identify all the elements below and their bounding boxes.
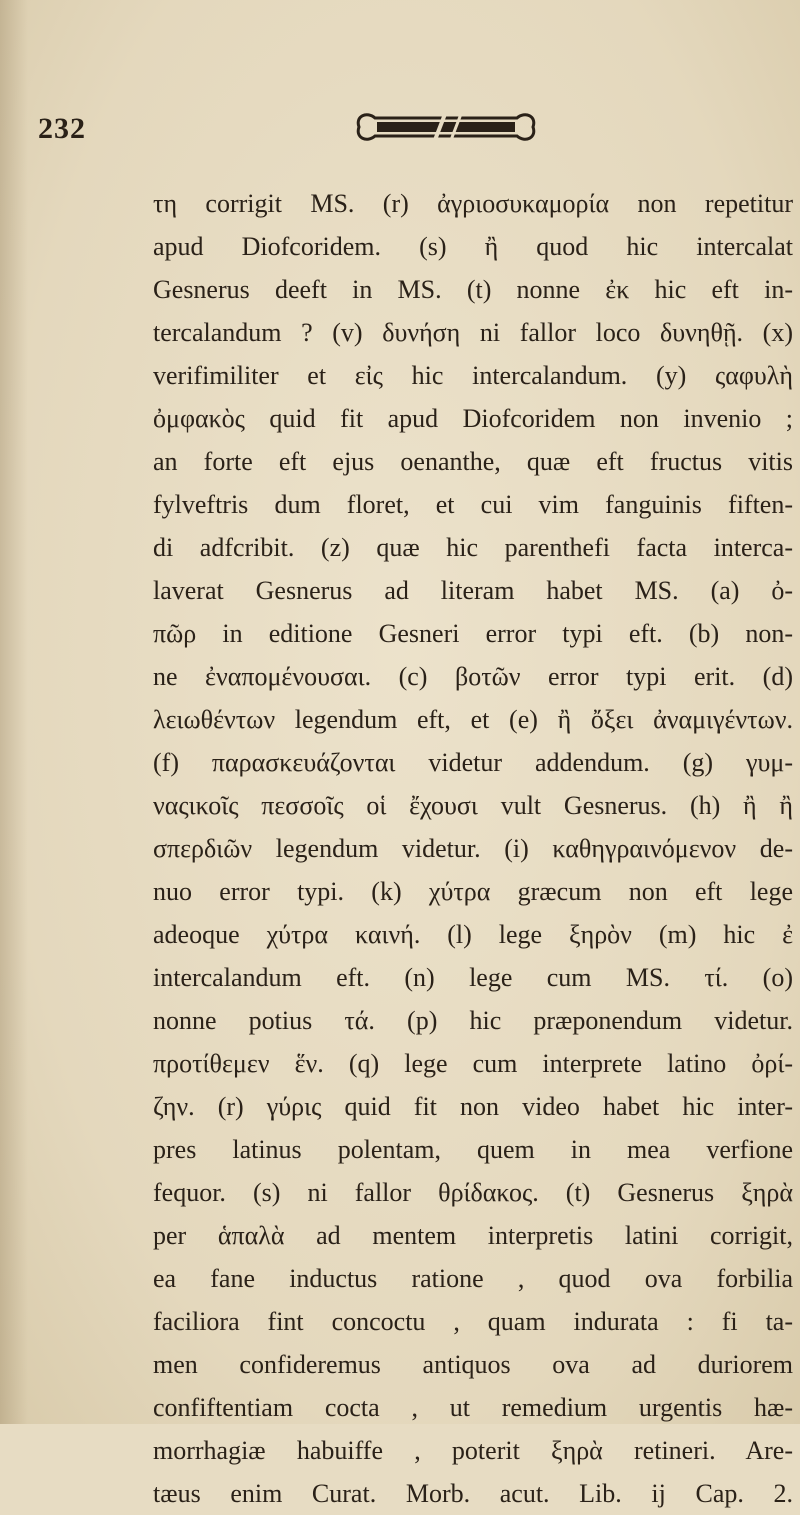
text-line: apud Diofcoridem. (s) ἢ quod hic intercalat [153, 232, 793, 261]
text-line: nonne potius τά. (p) hic præponendum videtur. [153, 1006, 793, 1035]
text-line: ναςικοῖς πεσσοῖς οἱ ἔχουσι vult Gesnerus. (h) ἢ ἢ [153, 791, 793, 820]
text-line: πῶρ in editione Gesneri error typi eft. (b) non- [153, 619, 793, 648]
text-line: Gesnerus deeft in MS. (t) nonne ἐκ hic eft in- [153, 275, 793, 304]
text-line: ὀμφακὸς quid fit apud Diofcoridem non invenio ; [153, 404, 793, 433]
text-line: laverat Gesnerus ad literam habet MS. (a) ὀ- [153, 576, 793, 605]
text-line: τη corrigit MS. (r) ἀγριοσυκαμορία non repetitur [153, 189, 793, 218]
text-line: men confideremus antiquos ova ad duriorem [153, 1350, 793, 1379]
text-line: per ἁπαλὰ ad mentem interpretis latini corrigit, [153, 1221, 793, 1250]
text-line: ne ἐναπομένουσαι. (c) βοτῶν error typi erit. (d) [153, 662, 793, 691]
text-line: verifimiliter et εἰς hic intercalandum. (y) ςαφυλὴ [153, 361, 793, 390]
text-line: pres latinus polentam, quem in mea verfione [153, 1135, 793, 1164]
text-line: confiftentiam cocta , ut remedium urgentis hæ- [153, 1393, 793, 1422]
text-line: (f) παρασκευάζονται videtur addendum. (g) γυμ- [153, 748, 793, 777]
footnote-text-block [153, 182, 793, 1515]
text-line: nuo error typi. (k) χύτρα græcum non eft lege [153, 877, 793, 906]
text-line: λειωθέντων legendum eft, et (e) ἢ ὄξει ἀναμιγέντων. [153, 705, 793, 734]
text-line: fequor. (s) ni fallor θρίδακος. (t) Gesnerus ξηρὰ [153, 1178, 793, 1207]
text-line: fylveftris dum floret, et cui vim fanguinis fiften- [153, 490, 793, 519]
text-line: προτίθεμεν ἕν. (q) lege cum interprete latino ὀρί- [153, 1049, 793, 1078]
page-edge-shadow [0, 0, 28, 1424]
text-line: tercalandum ? (v) δυνήση ni fallor loco δυνηθῇ. (x) [153, 318, 793, 347]
text-line: tæus enim Curat. Morb. acut. Lib. ij Cap. 2. [153, 1479, 793, 1508]
text-line: an forte eft ejus oenanthe, quæ eft fructus vitis [153, 447, 793, 476]
page-number: 232 [38, 112, 86, 145]
text-line: ζην. (r) γύρις quid fit non video habet hic inter- [153, 1092, 793, 1121]
text-line: intercalandum eft. (n) lege cum MS. τί. (o) [153, 963, 793, 992]
text-line: adeoque χύτρα καινή. (l) lege ξηρὸν (m) hic ἐ [153, 920, 793, 949]
text-line: morrhagiæ habuiffe , poterit ξηρὰ retineri. Are- [153, 1436, 793, 1465]
header-ornament [353, 108, 539, 146]
text-line: σπερδιῶν legendum videtur. (i) καθηγραινόμενον de- [153, 834, 793, 863]
text-line: ea fane inductus ratione , quod ova forbilia [153, 1264, 793, 1293]
text-line: di adfcribit. (z) quæ hic parenthefi facta interca- [153, 533, 793, 562]
text-line: faciliora fint concoctu , quam indurata : fi ta- [153, 1307, 793, 1336]
